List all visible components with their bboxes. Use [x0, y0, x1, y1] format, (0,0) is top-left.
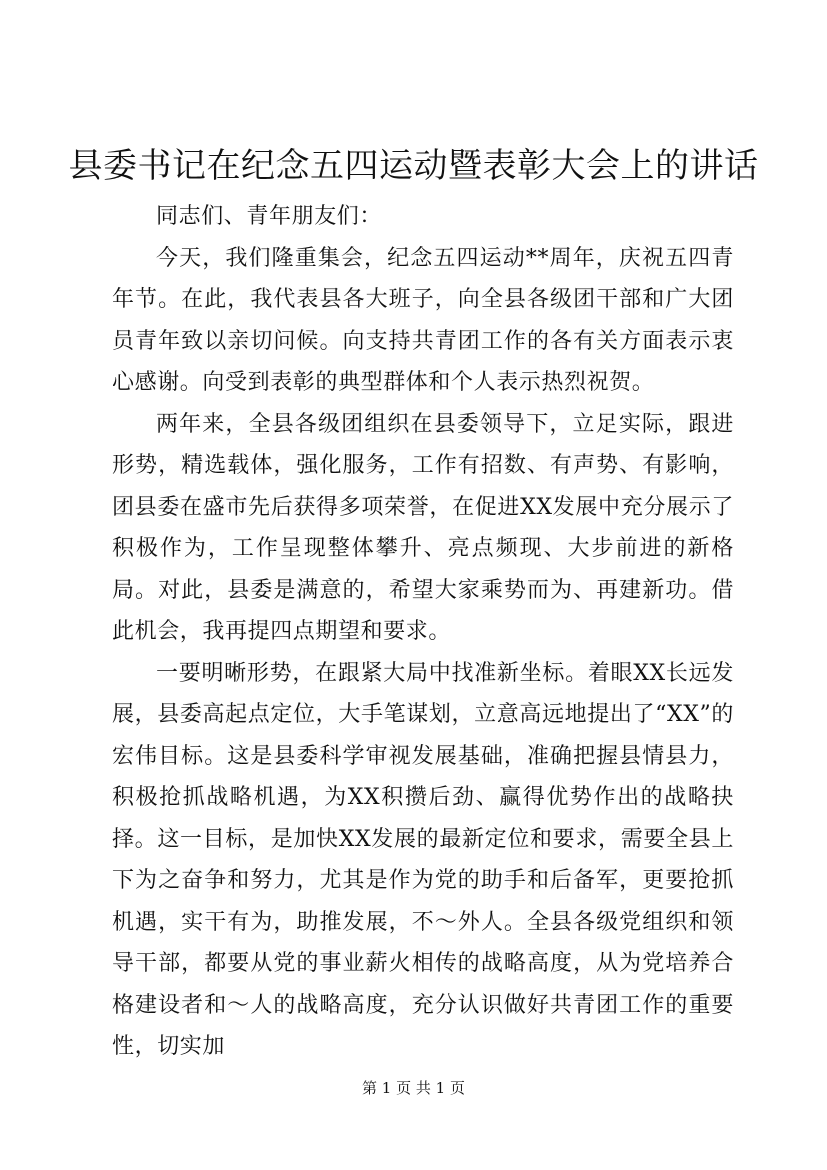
- paragraph-3: 一要明晰形势，在跟紧大局中找准新坐标。着眼XX长远发展，县委高起点定位，大手笔谋划，立意高远地提出了“XX”的宏伟目标。这是县委科学审视发展基础，准确把握县情县力，积极抢抓战略机遇，为XX积攒后劲、赢得优势作出的战略抉择。这一目标，是加快XX发展的最新定位和要求，需要全县上下为之奋争和努力，尤其是作为党的助手和后备军，更要抢抓机遇，实干有为，助推发展，不～外人。全县各级党组织和领导干部，都要从党的事业薪火相传的战略高度，从为党培养合格建设者和～人的战略高度，充分认识做好共青团工作的重要性，切实加: [112, 660, 734, 1059]
- paragraph-2: 两年来，全县各级团组织在县委领导下，立足实际，跟进形势，精选载体，强化服务，工作有招数、有声势、有影响，团县委在盛市先后获得多项荣誉，在促进XX发展中充分展示了积极作为，工作呈现整体攀升、亮点频现、大步前进的新格局。对此，县委是满意的，希望大家乘势而为、再建新功。借此机会，我再提四点期望和要求。: [112, 411, 734, 644]
- page-footer: 第 1 页 共 1 页: [362, 1079, 465, 1097]
- document-title: 县委书记在纪念五四运动暨表彰大会上的讲话: [68, 146, 759, 186]
- document-body: [112, 196, 734, 1068]
- greeting: 同志们、青年朋友们：: [156, 204, 383, 229]
- paragraph-1: 今天，我们隆重集会，纪念五四运动**周年，庆祝五四青年节。在此，我代表县各大班子，向全县各级团干部和广大团员青年致以亲切问候。向支持共青团工作的各有关方面表示衷心感谢。向受到表彰的典型群体和个人表示热烈祝贺。: [112, 245, 734, 395]
